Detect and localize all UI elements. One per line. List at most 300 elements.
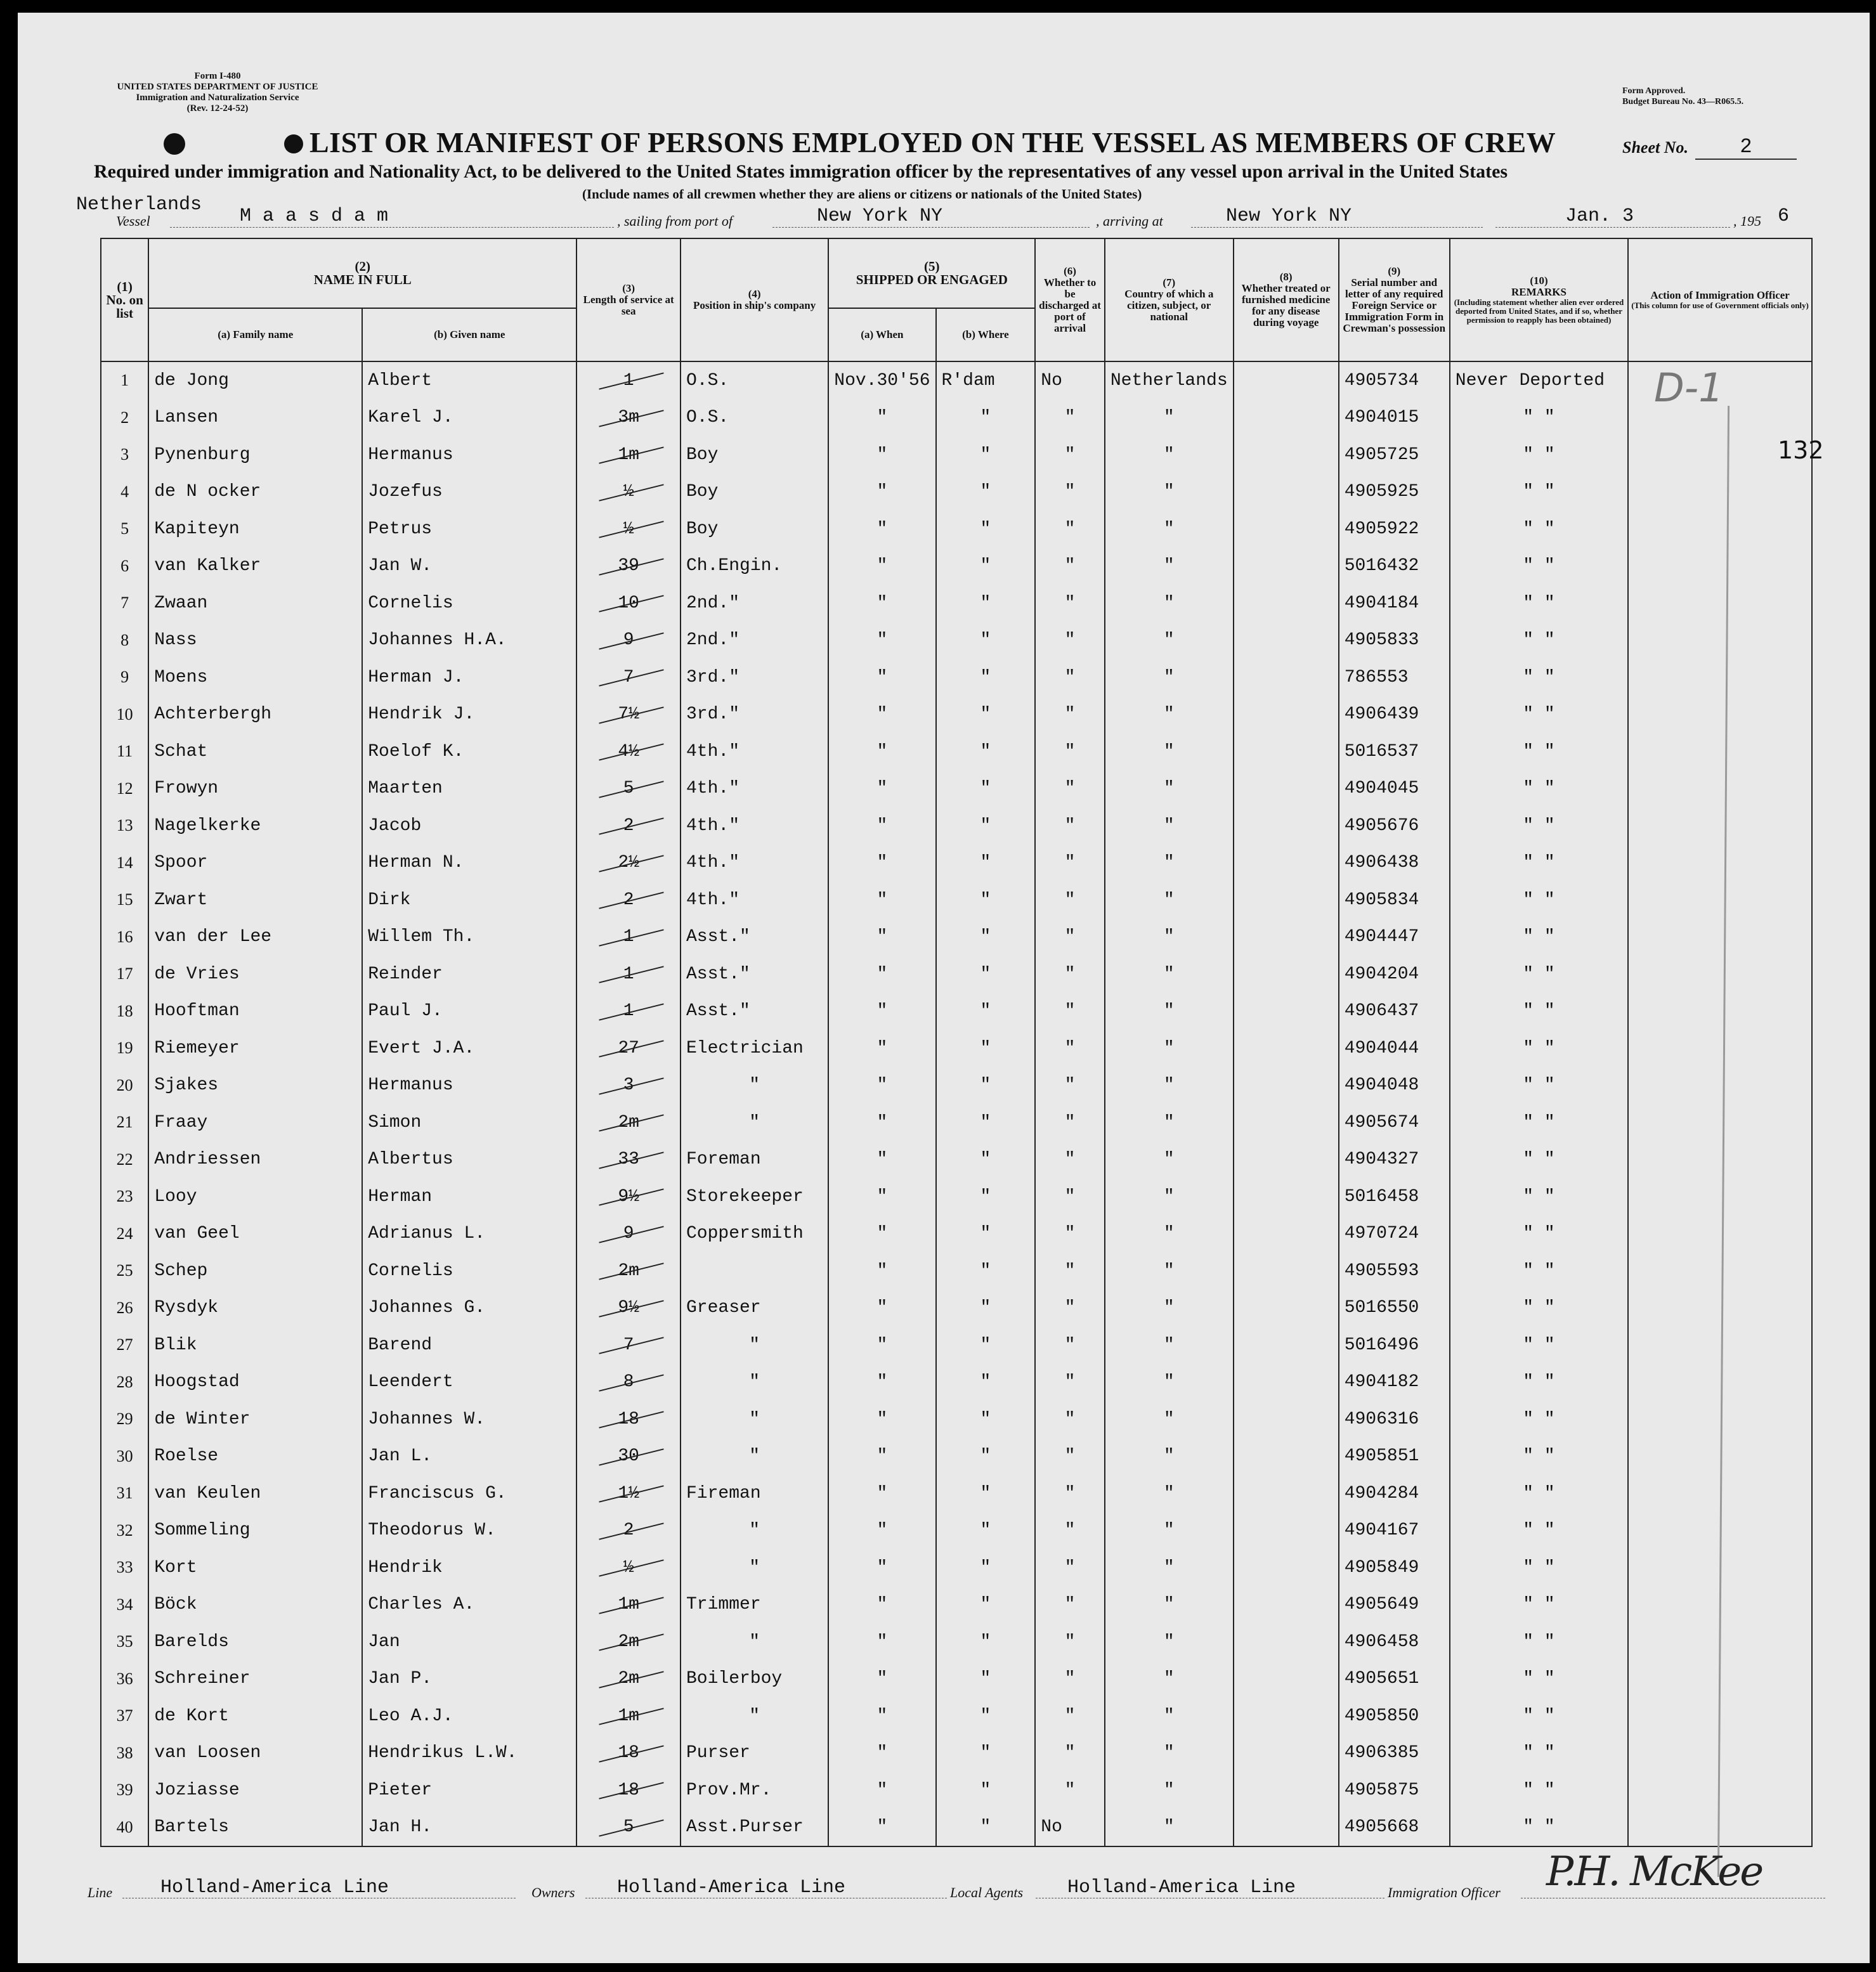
- cell-given: Johannes W.: [362, 1401, 576, 1438]
- cell-no: 6: [101, 548, 148, 585]
- cell-medicine: [1234, 1364, 1339, 1401]
- cell-serial: 4904182: [1339, 1364, 1450, 1401]
- cell-length: 2m: [576, 1623, 681, 1661]
- cell-family: Joziasse: [148, 1772, 362, 1809]
- cell-serial: 4905875: [1339, 1772, 1450, 1809]
- col-action: Action of Immigration Officer (This column for use of Government officials only): [1628, 238, 1812, 361]
- cell-serial: 4905668: [1339, 1809, 1450, 1847]
- cell-action: [1628, 1327, 1812, 1364]
- cell-discharge: ": [1035, 1252, 1105, 1290]
- cell-remarks: " ": [1450, 622, 1628, 659]
- cell-medicine: [1234, 510, 1339, 548]
- cell-action: [1628, 1364, 1812, 1401]
- cell-medicine: [1234, 1697, 1339, 1735]
- cell-given: Jan H.: [362, 1809, 576, 1847]
- cell-family: Fraay: [148, 1104, 362, 1141]
- table-row: [101, 993, 1812, 1030]
- cell-serial: 4905925: [1339, 474, 1450, 511]
- cell-remarks: " ": [1450, 845, 1628, 882]
- cell-where: ": [936, 659, 1036, 696]
- cell-action: [1628, 1809, 1812, 1847]
- cell-remarks: " ": [1450, 770, 1628, 808]
- cell-no: 9: [101, 659, 148, 696]
- cell-position: Asst.Purser: [681, 1809, 828, 1847]
- cell-remarks: " ": [1450, 881, 1628, 919]
- cell-where: ": [936, 585, 1036, 622]
- approval-line-1: Form Approved.: [1622, 86, 1686, 96]
- cell-remarks: " ": [1450, 1141, 1628, 1179]
- cell-action: [1628, 1141, 1812, 1179]
- cell-given: Petrus: [362, 510, 576, 548]
- cell-family: Barelds: [148, 1623, 362, 1661]
- cell-action: [1628, 1178, 1812, 1216]
- cell-family: Lansen: [148, 399, 362, 437]
- year-label: , 195: [1733, 213, 1761, 229]
- table-row: [101, 1809, 1812, 1847]
- cell-discharge: ": [1035, 1216, 1105, 1253]
- cell-remarks: " ": [1450, 510, 1628, 548]
- sheet-label: Sheet No.: [1622, 138, 1688, 157]
- cell-discharge: ": [1035, 1697, 1105, 1735]
- cell-medicine: [1234, 1586, 1339, 1624]
- sailing-line: [772, 227, 1090, 228]
- cell-medicine: [1234, 1290, 1339, 1327]
- cell-length: 1m: [576, 1586, 681, 1624]
- cell-position: ": [681, 1549, 828, 1586]
- cell-where: ": [936, 1549, 1036, 1586]
- cell-where: ": [936, 1364, 1036, 1401]
- cell-remarks: " ": [1450, 993, 1628, 1030]
- cell-remarks: " ": [1450, 1475, 1628, 1512]
- cell-when: Nov.30'56: [828, 361, 935, 399]
- cell-where: ": [936, 1475, 1036, 1512]
- cell-length: 39: [576, 548, 681, 585]
- sailing-label: , sailing from port of: [617, 213, 733, 229]
- cell-discharge: ": [1035, 919, 1105, 956]
- cell-remarks: " ": [1450, 659, 1628, 696]
- cell-family: Roelse: [148, 1438, 362, 1476]
- cell-medicine: [1234, 881, 1339, 919]
- cell-country: ": [1105, 1067, 1234, 1105]
- page-count: 132: [1778, 436, 1824, 464]
- cell-discharge: ": [1035, 1772, 1105, 1809]
- table-row: [101, 1067, 1812, 1105]
- table-body: [101, 361, 1812, 1846]
- table-row: [101, 770, 1812, 808]
- vessel-name: M a a s d a m: [240, 205, 389, 227]
- col-when: (a) When: [828, 308, 935, 361]
- cell-position: Asst.": [681, 919, 828, 956]
- cell-discharge: ": [1035, 956, 1105, 993]
- cell-serial: 5016458: [1339, 1178, 1450, 1216]
- cell-length: 2½: [576, 845, 681, 882]
- cell-discharge: ": [1035, 993, 1105, 1030]
- cell-when: ": [828, 1364, 935, 1401]
- table-row: [101, 1290, 1812, 1327]
- cell-position: Asst.": [681, 993, 828, 1030]
- cell-remarks: " ": [1450, 1697, 1628, 1735]
- cell-serial: 4905922: [1339, 510, 1450, 548]
- cell-position: Fireman: [681, 1475, 828, 1512]
- cell-given: Barend: [362, 1327, 576, 1364]
- cell-given: Jan: [362, 1623, 576, 1661]
- cell-no: 27: [101, 1327, 148, 1364]
- cell-serial: 4904167: [1339, 1512, 1450, 1550]
- crew-manifest-table: [100, 238, 1813, 1847]
- cell-when: ": [828, 659, 935, 696]
- cell-medicine: [1234, 807, 1339, 845]
- cell-discharge: ": [1035, 1290, 1105, 1327]
- cell-when: ": [828, 1623, 935, 1661]
- cell-family: de Vries: [148, 956, 362, 993]
- cell-country: ": [1105, 1475, 1234, 1512]
- cell-length: 8: [576, 1364, 681, 1401]
- arriving-port: New York NY: [1226, 205, 1352, 227]
- cell-when: ": [828, 1549, 935, 1586]
- cell-where: ": [936, 1512, 1036, 1550]
- cell-no: 38: [101, 1735, 148, 1772]
- cell-no: 32: [101, 1512, 148, 1550]
- cell-medicine: [1234, 1104, 1339, 1141]
- cell-medicine: [1234, 585, 1339, 622]
- cell-discharge: ": [1035, 1104, 1105, 1141]
- cell-discharge: ": [1035, 1067, 1105, 1105]
- cell-discharge: ": [1035, 1512, 1105, 1550]
- cell-country: ": [1105, 399, 1234, 437]
- cell-where: ": [936, 510, 1036, 548]
- cell-when: ": [828, 1030, 935, 1067]
- cell-position: ": [681, 1364, 828, 1401]
- cell-discharge: ": [1035, 845, 1105, 882]
- cell-serial: 4970724: [1339, 1216, 1450, 1253]
- col-given-name: (b) Given name: [362, 308, 576, 361]
- arrival-date: Jan. 3: [1565, 205, 1634, 227]
- cell-family: Nass: [148, 622, 362, 659]
- cell-serial: 4905593: [1339, 1252, 1450, 1290]
- cell-country: ": [1105, 1438, 1234, 1476]
- cell-medicine: [1234, 1401, 1339, 1438]
- cell-family: Schreiner: [148, 1661, 362, 1698]
- cell-serial: 4904447: [1339, 919, 1450, 956]
- cell-position: 3rd.": [681, 696, 828, 734]
- cell-serial: 4904327: [1339, 1141, 1450, 1179]
- arriving-line: [1191, 227, 1483, 228]
- cell-medicine: [1234, 474, 1339, 511]
- cell-when: ": [828, 845, 935, 882]
- cell-action: [1628, 622, 1812, 659]
- cell-discharge: ": [1035, 1661, 1105, 1698]
- form-revision: (Rev. 12-24-52): [186, 103, 249, 114]
- cell-discharge: ": [1035, 1178, 1105, 1216]
- cell-discharge: ": [1035, 659, 1105, 696]
- cell-country: ": [1105, 993, 1234, 1030]
- cell-action: [1628, 1216, 1812, 1253]
- cell-remarks: " ": [1450, 399, 1628, 437]
- cell-given: Herman N.: [362, 845, 576, 882]
- cell-medicine: [1234, 1809, 1339, 1847]
- cell-where: ": [936, 845, 1036, 882]
- cell-family: Böck: [148, 1586, 362, 1624]
- cell-given: Theodorus W.: [362, 1512, 576, 1550]
- cell-family: de Winter: [148, 1401, 362, 1438]
- table-row: [101, 1549, 1812, 1586]
- sheet-number: 2: [1695, 135, 1797, 160]
- cell-remarks: " ": [1450, 548, 1628, 585]
- cell-medicine: [1234, 622, 1339, 659]
- cell-country: ": [1105, 510, 1234, 548]
- cell-serial: 4904045: [1339, 770, 1450, 808]
- arriving-label: , arriving at: [1096, 213, 1163, 229]
- cell-position: Foreman: [681, 1141, 828, 1179]
- cell-no: 13: [101, 807, 148, 845]
- cell-no: 36: [101, 1661, 148, 1698]
- officer-label: Immigration Officer: [1388, 1884, 1501, 1900]
- cell-family: Sommeling: [148, 1512, 362, 1550]
- cell-no: 29: [101, 1401, 148, 1438]
- cell-serial: 4905833: [1339, 622, 1450, 659]
- cell-where: ": [936, 807, 1036, 845]
- cell-family: de Jong: [148, 361, 362, 399]
- table-row: [101, 1252, 1812, 1290]
- cell-where: ": [936, 1290, 1036, 1327]
- cell-length: 2: [576, 807, 681, 845]
- cell-position: ": [681, 1512, 828, 1550]
- cell-medicine: [1234, 1623, 1339, 1661]
- cell-position: 4th.": [681, 733, 828, 770]
- manifest-page: [18, 13, 1870, 1963]
- cell-position: 3rd.": [681, 659, 828, 696]
- cell-serial: 4905849: [1339, 1549, 1450, 1586]
- cell-no: 10: [101, 696, 148, 734]
- cell-no: 14: [101, 845, 148, 882]
- col-medicine: (8) Whether treated or furnished medicine for any disease during voyage: [1234, 238, 1339, 361]
- cell-when: ": [828, 1512, 935, 1550]
- cell-where: ": [936, 1735, 1036, 1772]
- cell-country: ": [1105, 1216, 1234, 1253]
- cell-discharge: ": [1035, 510, 1105, 548]
- cell-where: ": [936, 1104, 1036, 1141]
- cell-family: Pynenburg: [148, 436, 362, 474]
- cell-medicine: [1234, 1216, 1339, 1253]
- cell-position: Boy: [681, 474, 828, 511]
- cell-where: ": [936, 474, 1036, 511]
- cell-discharge: ": [1035, 770, 1105, 808]
- approval-line-2: Budget Bureau No. 43—R065.5.: [1622, 97, 1744, 107]
- cell-length: 1: [576, 361, 681, 399]
- table-row: [101, 510, 1812, 548]
- table-row: [101, 1104, 1812, 1141]
- cell-when: ": [828, 1327, 935, 1364]
- cell-when: ": [828, 585, 935, 622]
- cell-where: ": [936, 1327, 1036, 1364]
- cell-discharge: ": [1035, 1623, 1105, 1661]
- table-row: [101, 399, 1812, 437]
- cell-remarks: " ": [1450, 1549, 1628, 1586]
- table-row: [101, 1327, 1812, 1364]
- table-row: [101, 548, 1812, 585]
- cell-where: ": [936, 993, 1036, 1030]
- cell-position: 4th.": [681, 807, 828, 845]
- cell-remarks: " ": [1450, 733, 1628, 770]
- cell-action: [1628, 510, 1812, 548]
- cell-country: ": [1105, 1661, 1234, 1698]
- cell-medicine: [1234, 1030, 1339, 1067]
- cell-discharge: No: [1035, 1809, 1105, 1847]
- cell-remarks: " ": [1450, 1252, 1628, 1290]
- cell-family: Nagelkerke: [148, 807, 362, 845]
- cell-country: ": [1105, 1512, 1234, 1550]
- cell-remarks: " ": [1450, 1735, 1628, 1772]
- cell-serial: 4905725: [1339, 436, 1450, 474]
- cell-where: ": [936, 1252, 1036, 1290]
- cell-family: Hoogstad: [148, 1364, 362, 1401]
- cell-medicine: [1234, 1178, 1339, 1216]
- cell-when: ": [828, 919, 935, 956]
- cell-when: ": [828, 696, 935, 734]
- cell-length: 7: [576, 1327, 681, 1364]
- table-row: [101, 1475, 1812, 1512]
- cell-given: Jan L.: [362, 1438, 576, 1476]
- cell-where: ": [936, 1141, 1036, 1179]
- cell-when: ": [828, 510, 935, 548]
- cell-given: Jacob: [362, 807, 576, 845]
- cell-length: 3m: [576, 399, 681, 437]
- cell-position: ": [681, 1697, 828, 1735]
- table-row: [101, 1586, 1812, 1624]
- cell-discharge: ": [1035, 1549, 1105, 1586]
- cell-medicine: [1234, 1772, 1339, 1809]
- cell-medicine: [1234, 1475, 1339, 1512]
- cell-given: Herman J.: [362, 659, 576, 696]
- cell-given: Pieter: [362, 1772, 576, 1809]
- cell-family: Riemeyer: [148, 1030, 362, 1067]
- cell-remarks: " ": [1450, 1364, 1628, 1401]
- cell-length: 1m: [576, 1697, 681, 1735]
- cell-no: 33: [101, 1549, 148, 1586]
- cell-serial: 4906316: [1339, 1401, 1450, 1438]
- table-row: [101, 696, 1812, 734]
- owners-label: Owners: [531, 1884, 575, 1900]
- cell-serial: 4906437: [1339, 993, 1450, 1030]
- cell-position: [681, 1252, 828, 1290]
- cell-position: ": [681, 1327, 828, 1364]
- cell-country: ": [1105, 1623, 1234, 1661]
- cell-family: Bartels: [148, 1809, 362, 1847]
- cell-remarks: " ": [1450, 1290, 1628, 1327]
- cell-where: ": [936, 1030, 1036, 1067]
- cell-serial: 4905676: [1339, 807, 1450, 845]
- cell-discharge: ": [1035, 1735, 1105, 1772]
- action-mark: D-1: [1654, 365, 1724, 411]
- cell-when: ": [828, 1697, 935, 1735]
- cell-discharge: ": [1035, 474, 1105, 511]
- cell-no: 20: [101, 1067, 148, 1105]
- cell-serial: 4905674: [1339, 1104, 1450, 1141]
- cell-given: Franciscus G.: [362, 1475, 576, 1512]
- cell-medicine: [1234, 993, 1339, 1030]
- cell-given: Jozefus: [362, 474, 576, 511]
- cell-family: Frowyn: [148, 770, 362, 808]
- table-row: [101, 919, 1812, 956]
- cell-family: Schep: [148, 1252, 362, 1290]
- cell-serial: 4905649: [1339, 1586, 1450, 1624]
- cell-length: 2m: [576, 1252, 681, 1290]
- table-row: [101, 1735, 1812, 1772]
- cell-remarks: " ": [1450, 1623, 1628, 1661]
- department-name: UNITED STATES DEPARTMENT OF JUSTICE: [117, 82, 318, 92]
- cell-family: van Loosen: [148, 1735, 362, 1772]
- cell-when: ": [828, 1141, 935, 1179]
- cell-remarks: " ": [1450, 1661, 1628, 1698]
- cell-remarks: " ": [1450, 585, 1628, 622]
- subtitle: Required under immigration and Nationality Act, to be delivered to the United States immigration officer by the representatives of any vessel upon arrival in the United States: [94, 161, 1508, 182]
- table-row: [101, 881, 1812, 919]
- cell-given: Albert: [362, 361, 576, 399]
- cell-medicine: [1234, 361, 1339, 399]
- cell-discharge: ": [1035, 1141, 1105, 1179]
- cell-discharge: ": [1035, 1030, 1105, 1067]
- cell-country: ": [1105, 1735, 1234, 1772]
- cell-where: ": [936, 1697, 1036, 1735]
- cell-when: ": [828, 1067, 935, 1105]
- cell-given: Cornelis: [362, 585, 576, 622]
- cell-discharge: ": [1035, 399, 1105, 437]
- cell-length: 9: [576, 622, 681, 659]
- cell-when: ": [828, 807, 935, 845]
- cell-country: ": [1105, 1586, 1234, 1624]
- cell-no: 26: [101, 1290, 148, 1327]
- cell-where: ": [936, 436, 1036, 474]
- cell-where: ": [936, 1067, 1036, 1105]
- cell-remarks: " ": [1450, 1809, 1628, 1847]
- cell-medicine: [1234, 1549, 1339, 1586]
- cell-serial: 786553: [1339, 659, 1450, 696]
- cell-action: [1628, 585, 1812, 622]
- cell-family: Andriessen: [148, 1141, 362, 1179]
- cell-country: ": [1105, 1809, 1234, 1847]
- cell-country: ": [1105, 474, 1234, 511]
- cell-remarks: " ": [1450, 1178, 1628, 1216]
- cell-when: ": [828, 1475, 935, 1512]
- table-row: [101, 1697, 1812, 1735]
- cell-when: ": [828, 1661, 935, 1698]
- cell-discharge: ": [1035, 585, 1105, 622]
- cell-medicine: [1234, 956, 1339, 993]
- cell-where: ": [936, 1401, 1036, 1438]
- cell-country: ": [1105, 622, 1234, 659]
- cell-country: ": [1105, 770, 1234, 808]
- cell-discharge: ": [1035, 436, 1105, 474]
- cell-serial: 4906438: [1339, 845, 1450, 882]
- form-approval: [1622, 86, 1743, 107]
- cell-medicine: [1234, 919, 1339, 956]
- cell-medicine: [1234, 1252, 1339, 1290]
- cell-country: ": [1105, 1327, 1234, 1364]
- col-where: (b) Where: [936, 308, 1036, 361]
- cell-given: Jan W.: [362, 548, 576, 585]
- cell-no: 25: [101, 1252, 148, 1290]
- cell-position: ": [681, 1104, 828, 1141]
- table-row: [101, 956, 1812, 993]
- cell-remarks: " ": [1450, 696, 1628, 734]
- cell-family: Schat: [148, 733, 362, 770]
- cell-length: 2m: [576, 1661, 681, 1698]
- cell-family: Blik: [148, 1327, 362, 1364]
- cell-position: 2nd.": [681, 585, 828, 622]
- cell-where: ": [936, 399, 1036, 437]
- cell-given: Dirk: [362, 881, 576, 919]
- col-shipped: (5) SHIPPED OR ENGAGED: [828, 238, 1035, 308]
